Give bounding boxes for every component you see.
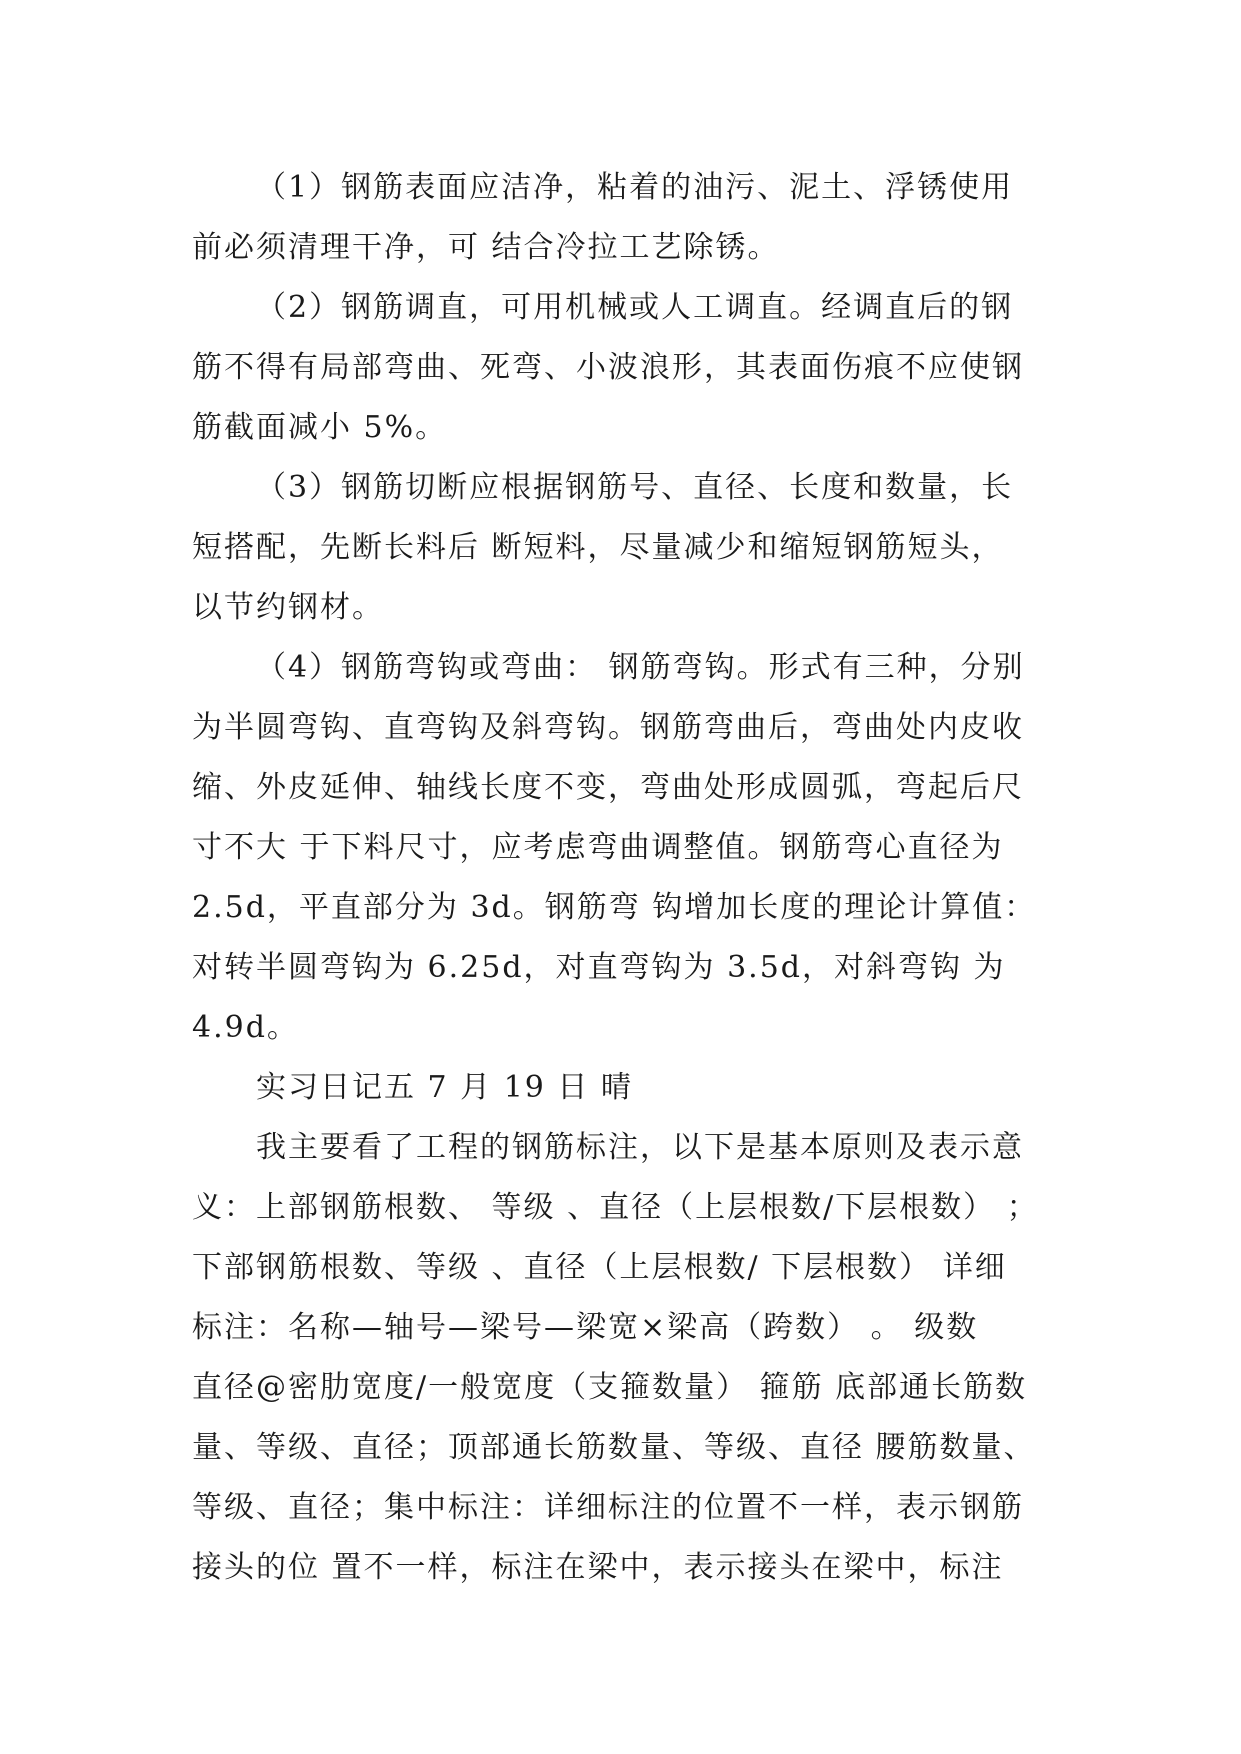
text-line: 缩、外皮延伸、轴线长度不变，弯曲处形成圆弧，弯起后尺 bbox=[192, 770, 1024, 805]
text-line: 以节约钢材。 bbox=[192, 590, 384, 625]
text-line: 4.9d。 bbox=[192, 1010, 299, 1045]
text-line: 下部钢筋根数、等级 、直径（上层根数/ 下层根数） 详细 bbox=[192, 1250, 1007, 1285]
text-line: 实习日记五 7 月 19 日 晴 bbox=[256, 1070, 633, 1105]
text-line: 等级、直径；集中标注：详细标注的位置不一样，表示钢筋 bbox=[192, 1490, 1024, 1525]
text-line: 义：上部钢筋根数、 等级 、直径（上层根数/下层根数） ； bbox=[192, 1190, 1039, 1225]
text-line: 筋不得有局部弯曲、死弯、小波浪形，其表面伤痕不应使钢 bbox=[192, 350, 1024, 385]
text-line: 筋截面减小 5%。 bbox=[192, 410, 448, 445]
text-line: 短搭配，先断长料后 断短料，尽量减少和缩短钢筋短头， bbox=[192, 530, 1004, 565]
text-line: 接头的位 置不一样，标注在梁中，表示接头在梁中，标注 bbox=[192, 1550, 1004, 1585]
text-line: 寸不大 于下料尺寸，应考虑弯曲调整值。钢筋弯心直径为 bbox=[192, 830, 1004, 865]
text-line: 对转半圆弯钩为 6.25d，对直弯钩为 3.5d，对斜弯钩 为 bbox=[192, 950, 1006, 985]
text-line: （1）钢筋表面应洁净，粘着的油污、泥土、浮锈使用 bbox=[256, 170, 1014, 205]
text-line: （4）钢筋弯钩或弯曲： 钢筋弯钩。形式有三种，分别 bbox=[256, 650, 1025, 685]
text-line: 前必须清理干净，可 结合冷拉工艺除锈。 bbox=[192, 230, 780, 265]
text-line: 为半圆弯钩、直弯钩及斜弯钩。钢筋弯曲后，弯曲处内皮收 bbox=[192, 710, 1024, 745]
text-line: 量、等级、直径；顶部通长筋数量、等级、直径 腰筋数量、 bbox=[192, 1430, 1036, 1465]
body-text bbox=[192, 158, 1072, 1598]
text-line: （2）钢筋调直，可用机械或人工调直。经调直后的钢 bbox=[256, 290, 1014, 325]
text-line: 标注：名称—轴号—梁号—梁宽×梁高（跨数） 。 级数 bbox=[192, 1310, 979, 1345]
text-line: （3）钢筋切断应根据钢筋号、直径、长度和数量，长 bbox=[256, 470, 1014, 505]
text-line: 直径@密肋宽度/一般宽度（支箍数量） 箍筋 底部通长筋数 bbox=[192, 1370, 1028, 1405]
text-line: 我主要看了工程的钢筋标注，以下是基本原则及表示意 bbox=[256, 1130, 1024, 1165]
text-line: 2.5d，平直部分为 3d。钢筋弯 钩增加长度的理论计算值： bbox=[192, 890, 1037, 925]
